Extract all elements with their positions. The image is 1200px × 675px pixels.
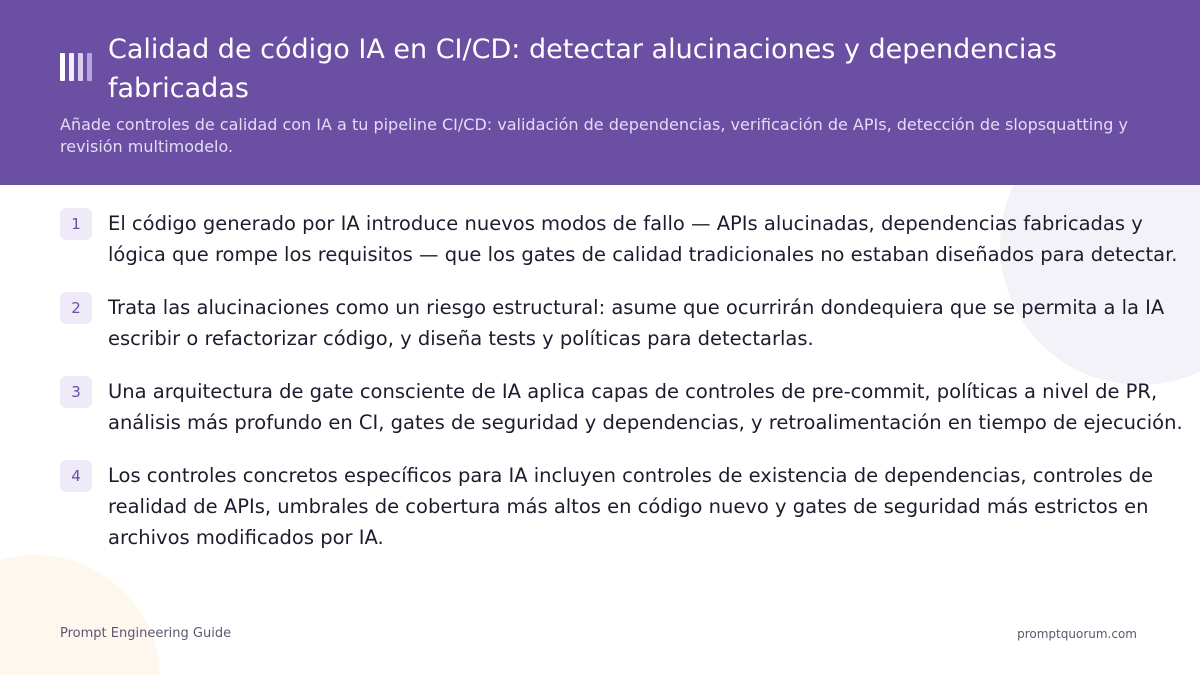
list-item bbox=[60, 292, 1190, 354]
bars-logo-icon bbox=[60, 53, 94, 81]
point-text: Los controles concretos específicos para IA incluyen controles de existencia de dependencias, controles de realidad de APIs, umbrales de cobertura más altos en código nuevo y gates de seguridad más estrictos en archivos modificados por IA. bbox=[108, 464, 1154, 549]
point-text: El código generado por IA introduce nuevos modos de fallo — APIs alucinadas, dependencias fabricadas y lógica que rompe los requisitos — que los gates de calidad tradicionales no estaban diseñados para detectar. bbox=[108, 212, 1178, 266]
header-banner bbox=[0, 0, 1200, 185]
number-badge: 3 bbox=[60, 376, 92, 408]
point-text: Una arquitectura de gate consciente de IA aplica capas de controles de pre-commit, políticas a nivel de PR, análisis más profundo en CI, gates de seguridad y dependencias, y retroalimentación en tiempo de ejecución. bbox=[108, 380, 1183, 434]
page-title: Calidad de código IA en CI/CD: detectar alucinaciones y dependencias fabricadas bbox=[108, 34, 1057, 104]
list-item bbox=[60, 376, 1190, 438]
list-item bbox=[60, 460, 1190, 553]
number-badge: 1 bbox=[60, 208, 92, 240]
footer-guide-label: Prompt Engineering Guide bbox=[60, 626, 232, 641]
logo-bar bbox=[87, 53, 92, 81]
list-item bbox=[60, 208, 1190, 270]
logo-bar bbox=[60, 53, 65, 81]
footer-site-label: promptquorum.com bbox=[1017, 627, 1137, 641]
number-badge: 2 bbox=[60, 292, 92, 324]
page-subtitle: Añade controles de calidad con IA a tu pipeline CI/CD: validación de dependencias, verificación de APIs, detección de slopsquatting y revisión multimodelo. bbox=[60, 115, 1128, 156]
point-text: Trata las alucinaciones como un riesgo estructural: asume que ocurrirán dondequiera que se permita a la IA escribir o refactorizar código, y diseña tests y políticas para detectarlas. bbox=[108, 296, 1165, 350]
number-badge: 4 bbox=[60, 460, 92, 492]
logo-bar bbox=[69, 53, 74, 81]
key-points-list bbox=[60, 208, 1190, 575]
logo-bar bbox=[78, 53, 83, 81]
